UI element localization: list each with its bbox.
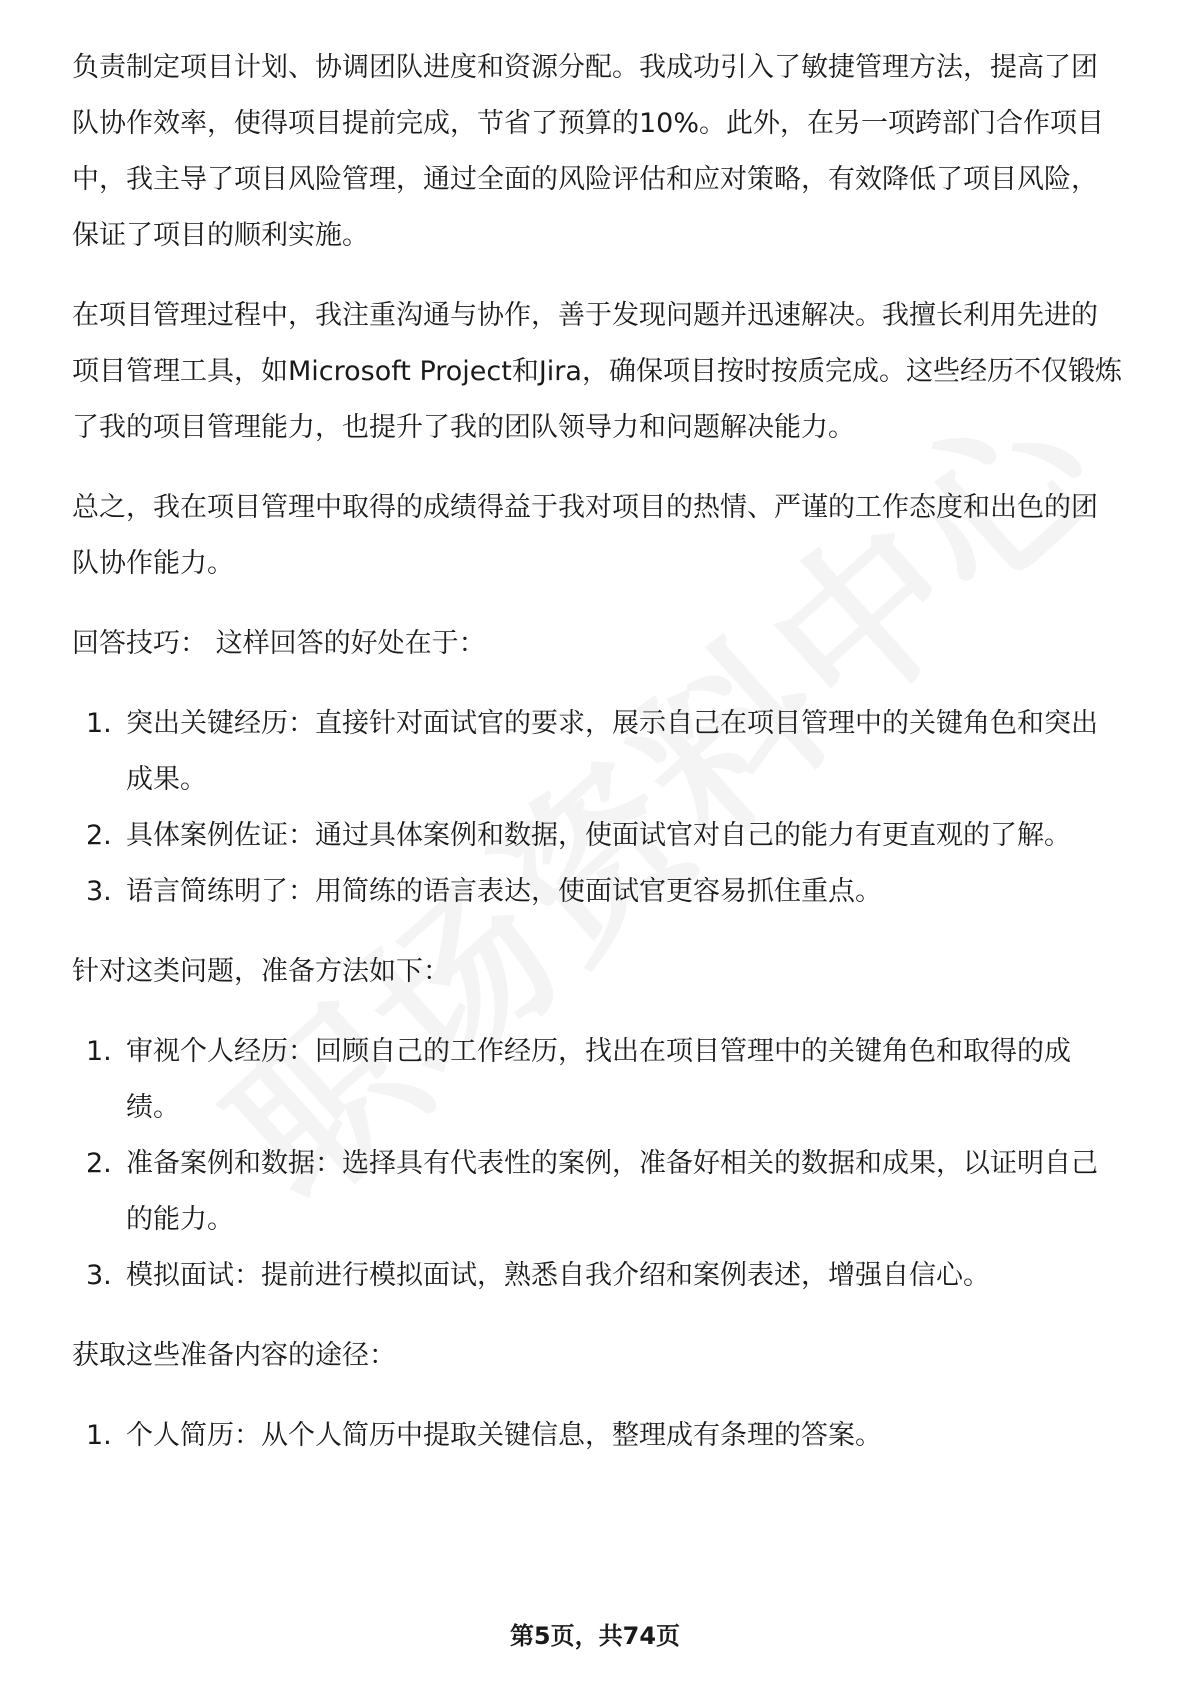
page-content	[72, 40, 1122, 1488]
list-item	[72, 1024, 1122, 1136]
tips-list	[72, 696, 1122, 920]
list-number: 2.	[86, 820, 112, 851]
list-number: 1.	[86, 708, 112, 739]
page-number-footer: 第5页，共74页	[509, 1622, 681, 1650]
list-item-text: 准备案例和数据：选择具有代表性的案例，准备好相关的数据和成果，以证明自己的能力。	[126, 1148, 1098, 1235]
list-number: 2.	[86, 1148, 112, 1179]
list-item-text: 突出关键经历：直接针对面试官的要求，展示自己在项目管理中的关键角色和突出成果。	[126, 708, 1098, 795]
list-item-text: 个人简历：从个人简历中提取关键信息，整理成有条理的答案。	[126, 1420, 882, 1451]
list-item-text: 审视个人经历：回顾自己的工作经历，找出在项目管理中的关键角色和取得的成绩。	[126, 1036, 1071, 1123]
list-number: 3.	[86, 876, 112, 907]
list-item	[72, 696, 1122, 808]
preparation-list	[72, 1024, 1122, 1304]
list-number: 3.	[86, 1260, 112, 1291]
list-number: 1.	[86, 1420, 112, 1451]
list-item	[72, 1248, 1122, 1304]
paragraph-management-process: 在项目管理过程中，我注重沟通与协作，善于发现问题并迅速解决。我擅长利用先进的项目管理工具，如Microsoft Project和Jira，确保项目按时按质完成。这些经历不仅锻炼了我的项目管理能力，也提升了我的团队领导力和问题解决能力。	[72, 300, 1122, 443]
list-item-text: 模拟面试：提前进行模拟面试，熟悉自我介绍和案例表述，增强自信心。	[126, 1260, 990, 1291]
section-heading-preparation: 针对这类问题，准备方法如下：	[72, 956, 450, 987]
list-item	[72, 808, 1122, 864]
section-heading-tips: 回答技巧： 这样回答的好处在于：	[72, 628, 486, 659]
list-item	[72, 1408, 1122, 1464]
sources-list	[72, 1408, 1122, 1464]
paragraph-project-experience: 负责制定项目计划、协调团队进度和资源分配。我成功引入了敏捷管理方法，提高了团队协作效率，使得项目提前完成，节省了预算的10%。此外，在另一项跨部门合作项目中，我主导了项目风险管理，通过全面的风险评估和应对策略，有效降低了项目风险，保证了项目的顺利实施。	[72, 52, 1105, 251]
list-item	[72, 864, 1122, 920]
list-number: 1.	[86, 1036, 112, 1067]
list-item-text: 语言简练明了：用简练的语言表达，使面试官更容易抓住重点。	[126, 876, 882, 907]
paragraph-summary: 总之，我在项目管理中取得的成绩得益于我对项目的热情、严谨的工作态度和出色的团队协作能力。	[72, 492, 1098, 579]
list-item	[72, 1136, 1122, 1248]
section-heading-sources: 获取这些准备内容的途径：	[72, 1340, 396, 1371]
list-item-text: 具体案例佐证：通过具体案例和数据，使面试官对自己的能力有更直观的了解。	[126, 820, 1071, 851]
